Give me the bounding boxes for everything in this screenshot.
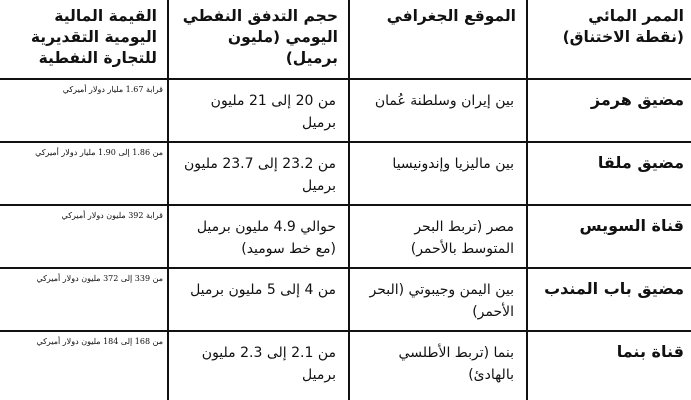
location-cell: مصر (تربط البحر المتوسط بالأحمر)	[349, 205, 527, 268]
table-row	[0, 79, 691, 142]
location-cell: بين إيران وسلطنة عُمان	[349, 79, 527, 142]
flow-cell: من 20 إلى 21 مليون برميل	[168, 79, 349, 142]
header-flow: حجم التدفق النفطي اليومي (مليون برميل)	[168, 0, 349, 79]
passage-cell: مضيق ملقا	[527, 142, 691, 205]
location-cell: بنما (تربط الأطلسي بالهادئ)	[349, 331, 527, 400]
flow-cell: من 4 إلى 5 مليون برميل	[168, 268, 349, 331]
table-row	[0, 268, 691, 331]
flow-cell: من 2.1 إلى 2.3 مليون برميل	[168, 331, 349, 400]
value-cell: من 1.86 إلى 1.90 مليار دولار أميركي	[0, 142, 168, 205]
value-cell: قرابة 1.67 مليار دولار أميركي	[0, 79, 168, 142]
passage-cell: قناة السويس	[527, 205, 691, 268]
value-cell: قرابة 392 مليون دولار أميركي	[0, 205, 168, 268]
passage-cell: مضيق هرمز	[527, 79, 691, 142]
table-row	[0, 331, 691, 400]
table-row	[0, 205, 691, 268]
header-value: القيمة المالية اليومية التقديرية للتجارة النفطية	[0, 0, 168, 79]
flow-cell: حوالي 4.9 مليون برميل (مع خط سوميد)	[168, 205, 349, 268]
flow-cell: من 23.2 إلى 23.7 مليون برميل	[168, 142, 349, 205]
header-location: الموقع الجغرافي	[349, 0, 527, 79]
location-cell: بين اليمن وجيبوتي (البحر الأحمر)	[349, 268, 527, 331]
header-passage: الممر المائي (نقطة الاختناق)	[527, 0, 691, 79]
passage-cell: مضيق باب المندب	[527, 268, 691, 331]
passage-cell: قناة بنما	[527, 331, 691, 400]
value-cell: من 339 إلى 372 مليون دولار أميركي	[0, 268, 168, 331]
table-header-row	[0, 0, 691, 79]
location-cell: بين ماليزيا وإندونيسيا	[349, 142, 527, 205]
table-row	[0, 142, 691, 205]
value-cell: من 168 إلى 184 مليون دولار أميركي	[0, 331, 168, 400]
